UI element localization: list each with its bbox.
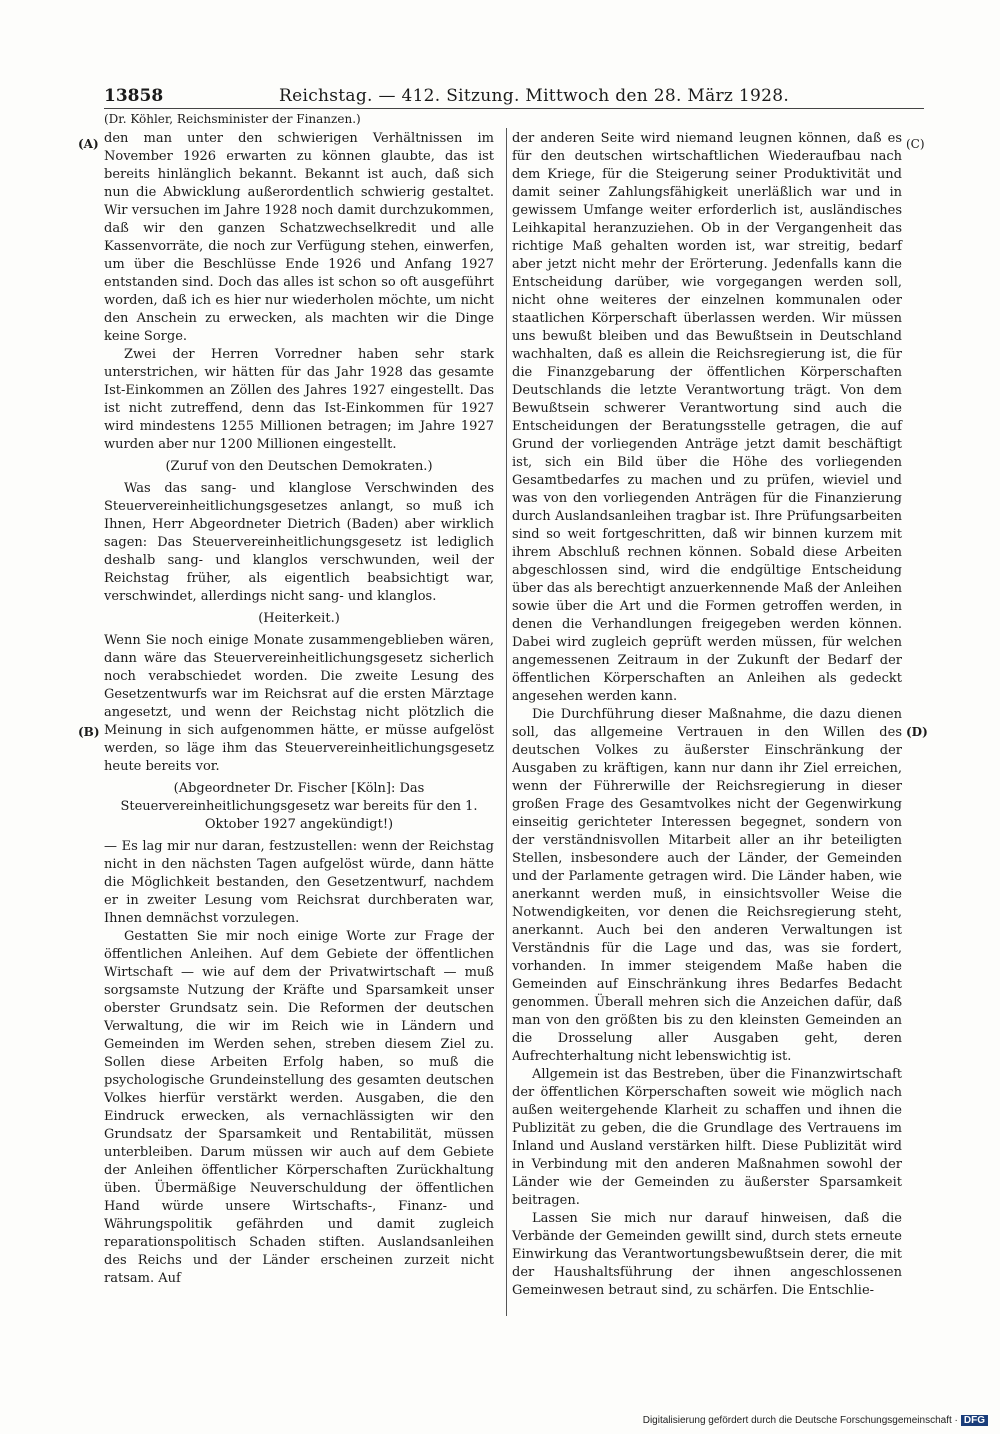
credit-text: Digitalisierung gefördert durch die Deutsche Forschungsgemeinschaft · bbox=[642, 1415, 958, 1426]
page-header bbox=[104, 86, 930, 108]
paragraph: der anderen Seite wird niemand leugnen können, daß es für den deutschen wirtschaftlichen Wiederaufbau nach dem Kriege, für die Steigerung seiner Produktivität und damit seiner Zahlungsfähigkeit unerläßlich war und in gewissem Umfange weiter erforderlich ist, ausländisches Leihkapital heranzuziehen. Ob in der Vergangenheit das richtige Maß gehalten worden ist, war streitig, bedarf aber jetzt nicht mehr der Erörterung. Jedenfalls kann die Entscheidung darüber, wie vorgegangen werden soll, nicht ohne weiteres der einzelnen kommunalen oder staatlichen Körperschaft überlassen werden. Wir müssen uns bewußt bleiben und das Bewußtsein in Deutschland wachhalten, daß es allein die Reichsregierung ist, die für die Finanzgebarung der öffentlichen Körperschaften Deutschlands die letzte Verantwortung trägt. Von dem Bewußtsein schwerer Verantwortung sind auch die Entscheidungen der Beratungsstelle getragen, die auf Grund der vorliegenden Anträge jetzt damit beschäftigt ist, sich ein Bild über die Höhe des vorliegenden Gesamtbedarfes zu machen und zu prüfen, wieviel und was von den vorliegenden Anträgen für die Finanzierung durch Auslandsanleihen tragbar ist. Ihre Prüfungsarbeiten sind so weit fortgeschritten, daß wir binnen kurzem mit ihrem Abschluß rechnen können. Sobald diese Arbeiten abgeschlossen sind, wird die endgültige Entscheidung über das als berechtigt anzuerkennende Maß der Anleihen sowie über die Art und die Formen getroffen werden, in denen die Verhandlungen freigegeben werden können. Dabei wird zugleich geprüft werden müssen, für welchen angemessenen Zeitraum in der Zukunft der Bedarf der öffentlichen Körperschaften an Anleihen als gedeckt angesehen werden kann. bbox=[512, 131, 902, 704]
header-rule bbox=[104, 108, 924, 109]
margin-marker-c: (C) bbox=[906, 137, 925, 151]
interjection: (Heiterkeit.) bbox=[258, 611, 340, 626]
left-column bbox=[104, 130, 494, 1288]
margin-marker-b: (B) bbox=[78, 725, 100, 739]
right-column bbox=[512, 130, 902, 1300]
column-divider bbox=[506, 128, 507, 1316]
dfg-logo: DFG bbox=[961, 1415, 988, 1426]
paragraph: Allgemein ist das Bestreben, über die Finanzwirtschaft der öffentlichen Körperschaften soweit wie möglich nach außen weitergehende Klarheit zu schaffen und ihnen die Publizität zu geben, die die Grundlage des Vertrauens im Inland und Ausland verstärken hilft. Diese Publizität wird in Verbindung mit den anderen Maßnahmen sowohl der Länder wie der Gemeinden zu äußerster Sparsamkeit beitragen. bbox=[512, 1067, 902, 1208]
margin-marker-d: (D) bbox=[906, 725, 928, 739]
interjection: (Zuruf von den Deutschen Demokraten.) bbox=[165, 459, 433, 474]
paragraph: Gestatten Sie mir noch einige Worte zur Frage der öffentlichen Anleihen. Auf dem Gebiete der öffentlichen Wirtschaft — wie auf dem der Privatwirtschaft — muß sorgsamste Nutzung der Kräfte und Sparsamkeit unser oberster Grundsatz sein. Die Reformen der deutschen Verwaltung, die wir im Reich wie in Ländern und Gemeinden im Werden sehen, streben diesem Ziel zu. Sollen diese Arbeiten Erfolg haben, so muß die psychologische Grundeinstellung des gesamten deutschen Volkes hierfür verstärkt werden. Ausgaben, die den Eindruck erwecken, als vernachlässigten wir den Grundsatz der Sparsamkeit und Rentabilität, müssen unterbleiben. Darum müssen wir auch auf dem Gebiete der Anleihen öffentlicher Körperschaften Zurückhaltung üben. Übermäßige Neuverschuldung der öffentlichen Hand würde unsere Wirtschafts-, Finanz- und Währungspolitik gefährden und damit zugleich reparationspolitisch Schaden stiften. Auslandsanleihen des Reichs und der Länder erscheinen zurzeit nicht ratsam. Auf bbox=[104, 929, 494, 1286]
paragraph: — Es lag mir nur daran, festzustellen: wenn der Reichstag nicht in den nächsten Tagen aufgelöst würde, dann hätte die Möglichkeit bestanden, den Gesetzentwurf, nachdem er in zweiter Lesung vom Reichsrat durchberaten war, Ihnen demnächst vorzulegen. bbox=[104, 839, 494, 926]
paragraph: den man unter den schwierigen Verhältnissen im November 1926 erwarten zu können glaubte, das ist bereits hinlänglich bekannt. Bekannt ist auch, daß sich nun die Abwicklung außerordentlich schwierig gestaltet. Wir versuchen im Jahre 1928 noch damit durchzukommen, daß wir den ganzen Schatzwechselkredit und alle Kassenvorräte, die noch zur Verfügung stehen, einwerfen, um über die Beschlüsse Ende 1926 und Anfang 1927 entstanden sind. Doch das alles ist schon so oft ausgeführt worden, daß ich es hier nur wiederholen möchte, um nicht den Anschein zu erwecken, als machten wir die Dinge keine Sorge. bbox=[104, 131, 494, 344]
running-title: Reichstag. — 412. Sitzung. Mittwoch den 28. März 1928. bbox=[279, 86, 790, 106]
digitization-credit bbox=[643, 1415, 988, 1426]
paragraph: Die Durchführung dieser Maßnahme, die dazu dienen soll, das allgemeine Vertrauen in den Willen des deutschen Volkes zu äußerster Einschränkung der Ausgaben zu kräftigen, kann nur dann ihr Ziel erreichen, wenn der Führerwille der Reichsregierung in dieser großen Frage des Gesamtvolkes nicht der Gegenwirkung einseitig gerichteter Interessen begegnet, sondern von der verständnisvollen Mitarbeit aller an ihr beteiligten Stellen, insbesondere auch der Länder, der Gemeinden und der Parlamente getragen wird. Die Länder haben, wie anerkannt werden muß, in einsichtsvoller Weise die Notwendigkeiten, vor denen die Reichsregierung steht, anerkannt. Auch bei den anderen Verwaltungen ist Verständnis für die Lage und das, was sie fordert, vorhanden. In immer steigendem Maße haben die Gemeinden auf Einschränkung ihres Bedarfes Bedacht genommen. Überall mehren sich die Anzeichen dafür, daß man von den größten bis zu den kleinsten Gemeinden an die Drosselung aller Ausgaben geht, deren Aufrechterhaltung nicht lebenswichtig ist. bbox=[512, 707, 902, 1064]
paragraph: Lassen Sie mich nur darauf hinweisen, daß die Verbände der Gemeinden gewillt sind, durch stets erneute Einwirkung das Verantwortungsbewußtsein derer, die mit der Haushaltsführung der ihnen angeschlossenen Gemeinwesen betraut sind, zu schärfen. Die Entschlie- bbox=[512, 1211, 902, 1298]
paragraph: Was das sang- und klanglose Verschwinden des Steuervereinheitlichungsgesetzes anlangt, so muß ich Ihnen, Herr Abgeordneter Dietrich (Baden) aber wirklich sagen: Das Steuervereinheitlichungsgesetz ist lediglich deshalb sang- und klanglos verschwunden, weil der Reichstag früher, als eigentlich beabsichtigt war, verschwindet, allerdings nicht sang- und klanglos. bbox=[104, 481, 494, 604]
paragraph: Wenn Sie noch einige Monate zusammengeblieben wären, dann wäre das Steuervereinheitlichungsgesetz sicherlich noch verabschiedet worden. Die zweite Lesung des Gesetzentwurfs war im Reichsrat auf die ersten Märztage angesetzt, und wenn der Reichstag nicht plötzlich die Meinung in sich aufgenommen hätte, er müsse aufgelöst werden, so läge ihm das Steuervereinheitlichungsgesetz heute bereits vor. bbox=[104, 633, 494, 774]
page-number: 13858 bbox=[104, 86, 164, 106]
interjection: (Abgeordneter Dr. Fischer [Köln]: Das Steuervereinheitlichungsgesetz war bereits für den 1. Oktober 1927 angekündigt!) bbox=[120, 781, 478, 832]
speaker-line: (Dr. Köhler, Reichsminister der Finanzen.) bbox=[104, 112, 361, 126]
margin-marker-a: (A) bbox=[78, 137, 99, 151]
paragraph: Zwei der Herren Vorredner haben sehr stark unterstrichen, wir hätten für das Jahr 1928 das gesamte Ist-Einkommen an Zöllen des Jahres 1927 eingestellt. Das ist nicht zutreffend, denn das Ist-Einkommen für 1927 wird mindestens 1255 Millionen betragen; im Jahre 1927 wurden aber nur 1200 Millionen eingestellt. bbox=[104, 347, 494, 452]
